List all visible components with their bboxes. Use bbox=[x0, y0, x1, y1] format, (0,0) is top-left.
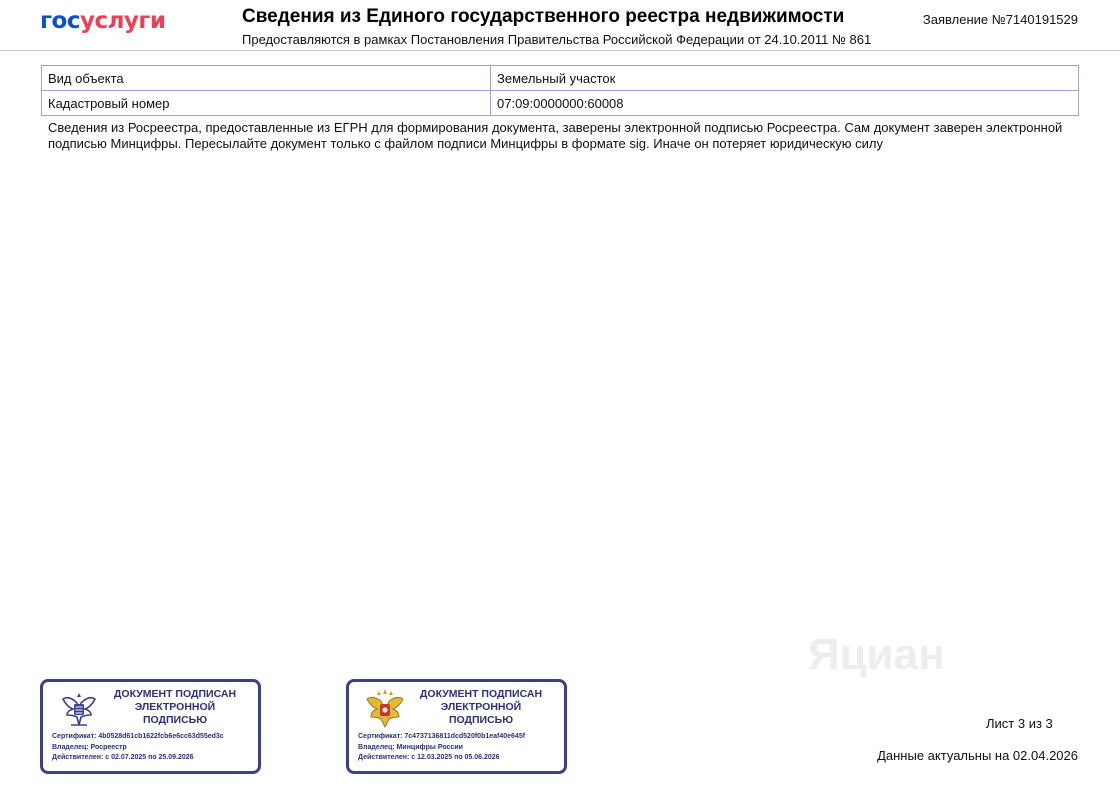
data-actual-date: Данные актуальны на 02.04.2026 bbox=[877, 748, 1078, 763]
application-number: Заявление №7140191529 bbox=[922, 12, 1078, 27]
stamp-validity: Действителен: с 02.07.2025 по 25.09.2026 bbox=[52, 754, 194, 761]
cian-watermark: Яциан bbox=[808, 630, 945, 679]
table-row bbox=[42, 66, 1079, 91]
page-number: Лист 3 из 3 bbox=[986, 716, 1053, 731]
logo-part-gos: гос bbox=[40, 8, 80, 34]
stamp-details bbox=[52, 732, 224, 764]
signature-stamp-mintsifry bbox=[346, 679, 567, 774]
stamp-validity: Действителен: с 12.03.2025 по 05.06.2026 bbox=[358, 754, 500, 761]
logo-part-uslugi: услуги bbox=[79, 8, 166, 34]
document-subtitle: Предоставляются в рамках Постановления Правительства Российской Федерации от 24.10.2011 № 861 bbox=[242, 32, 872, 47]
stamp-certificate: Сертификат: 7c4737136811dcd520f0b1eaf40e645f bbox=[358, 733, 526, 740]
rosreestr-emblem-icon bbox=[57, 687, 101, 731]
stamp-details bbox=[358, 732, 525, 764]
table-cell-key: Вид объекта bbox=[42, 66, 491, 91]
document-title: Сведения из Единого государственного реестра недвижимости bbox=[242, 6, 845, 27]
table-cell-key: Кадастровый номер bbox=[42, 91, 491, 116]
stamp-owner: Владелец: Росреестр bbox=[52, 743, 127, 751]
russian-coat-of-arms-icon bbox=[363, 687, 407, 731]
table-cell-value: 07:09:0000000:60008 bbox=[491, 91, 1079, 116]
signature-note: Сведения из Росреестра, предоставленные из ЕГРН для формирования документа, заверены электронной подписью Росреестра. Сам документ заверен электронной подписью Минцифры. Пересылайте документ только с файлом подписи Минцифры в формате sig. Иначе он потеряет юридическую силу bbox=[48, 120, 1063, 151]
table-cell-value: Земельный участок bbox=[491, 66, 1079, 91]
stamp-owner: Владелец: Минцифры России bbox=[358, 743, 463, 751]
table-row bbox=[42, 91, 1079, 116]
gosuslugi-logo[interactable] bbox=[40, 8, 166, 34]
object-info-table bbox=[41, 65, 1079, 116]
stamp-heading: ДОКУМЕНТ ПОДПИСАН ЭЛЕКТРОННОЙ ПОДПИСЬЮ bbox=[113, 688, 237, 726]
signature-stamp-rosreestr bbox=[40, 679, 261, 774]
header-divider bbox=[0, 50, 1120, 51]
stamp-certificate: Сертификат: 4b0528d61cb1622fcb6e6cc63d55ed3c bbox=[52, 733, 224, 740]
stamp-heading: ДОКУМЕНТ ПОДПИСАН ЭЛЕКТРОННОЙ ПОДПИСЬЮ bbox=[419, 688, 543, 726]
